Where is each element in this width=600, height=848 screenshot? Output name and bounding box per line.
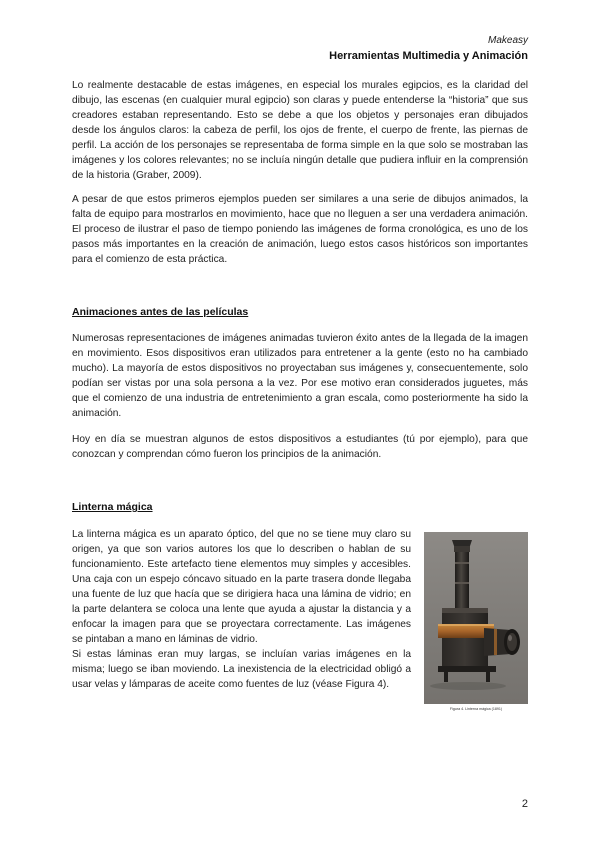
magic-lantern-photo xyxy=(424,532,528,704)
section-heading-linterna: Linterna mágica xyxy=(72,501,153,513)
figure-caption: Figura 4. Linterna mágica (1891) xyxy=(449,707,503,711)
page-number: 2 xyxy=(521,798,528,810)
intro-paragraph-1: Lo realmente destacable de estas imágenes, en especial los murales egipcios, es la claridad del dibujo, las escenas (en cualquier mural egipcio) son claras y puede entenderse la “historia” que sus creadores estaban representando. Esto se debe a que los objetos y personajes eran dibujados desde los ángulos claros: la cabeza de perfil, los ojos de frente, el cuerpo de frente, las piernas de perfil. La acción de los personajes se representaba de forma simple en la que solo se mostraban las imágenes y los colores relevantes; no se incluía ningún detalle que pudiera influir en la comprensión de la historia (Graber, 2009). xyxy=(72,80,528,181)
linterna-paragraph-2: Si estas láminas eran muy largas, se incluían varias imágenes en la misma; luego se iban moviendo. La inexistencia de la electricidad obligó a usar velas y lámparas de aceite como fuentes de luz (véase Figura 4). xyxy=(72,649,411,690)
intro-paragraph-2: A pesar de que estos primeros ejemplos pueden ser similares a una serie de dibujos animados, la falta de equipo para mostrarlos en movimiento, hace que no lleguen a ser una verdadera animación. El proceso de ilustrar el paso de tiempo poniendo las imágenes de forma cronológica, es uno de los pasos más importantes en la creación de animación, luego estos casos históricos son importantes para el comienzo de esta práctica. xyxy=(72,194,528,265)
magic-lantern-illustration xyxy=(424,532,528,704)
linterna-paragraph-1: La linterna mágica es un aparato óptico, del que no se tiene muy claro su origen, ya que son varios autores los que lo describen o hablan de su funcionamiento. Este artefacto tiene elementos muy simples y accesibles. Una caja con un espejo cóncavo situado en la parte trasera donde llegaba una fuente de luz que hacía que se dirigiera haca una lámina de vidrio; en la parte delantera se coloca una lente que ayuda a ajustar la distancia y a enfocar la imagen para que se proyectara correctamente. Las imágenes se pintaban a mano en láminas de vidrio. xyxy=(72,529,411,645)
lantern-base xyxy=(438,666,496,672)
chimney-cap xyxy=(452,540,472,546)
header-title: Herramientas Multimedia y Animación xyxy=(329,50,528,62)
header-brand: Makeasy xyxy=(487,35,528,46)
section-heading-animaciones: Animaciones antes de las películas xyxy=(72,306,249,318)
chimney xyxy=(455,552,469,610)
linterna-text-block xyxy=(72,527,411,692)
animaciones-paragraph-1: Numerosas representaciones de imágenes animadas tuvieron éxito antes de la llegada de la imagen en movimiento. Esos dispositivos eran utilizados para entretener a la gente (esto no ha cambiado mucho). La mayoría de estos dispositivos no proyectaban sus imágenes y, consecuentemente, solo podían ser vistas por una sola persona a la vez. Por ese motivo eran considerados juguetes, más que el comienzo de una industria de entretenimiento a gran escala, como posteriormente ha sido la animación. xyxy=(72,333,528,419)
animaciones-paragraph-2: Hoy en día se muestran algunos de estos dispositivos a estudiantes (tú por ejemplo), para que conozcan y comprendan cómo fueron los principios de la animación. xyxy=(72,434,528,460)
